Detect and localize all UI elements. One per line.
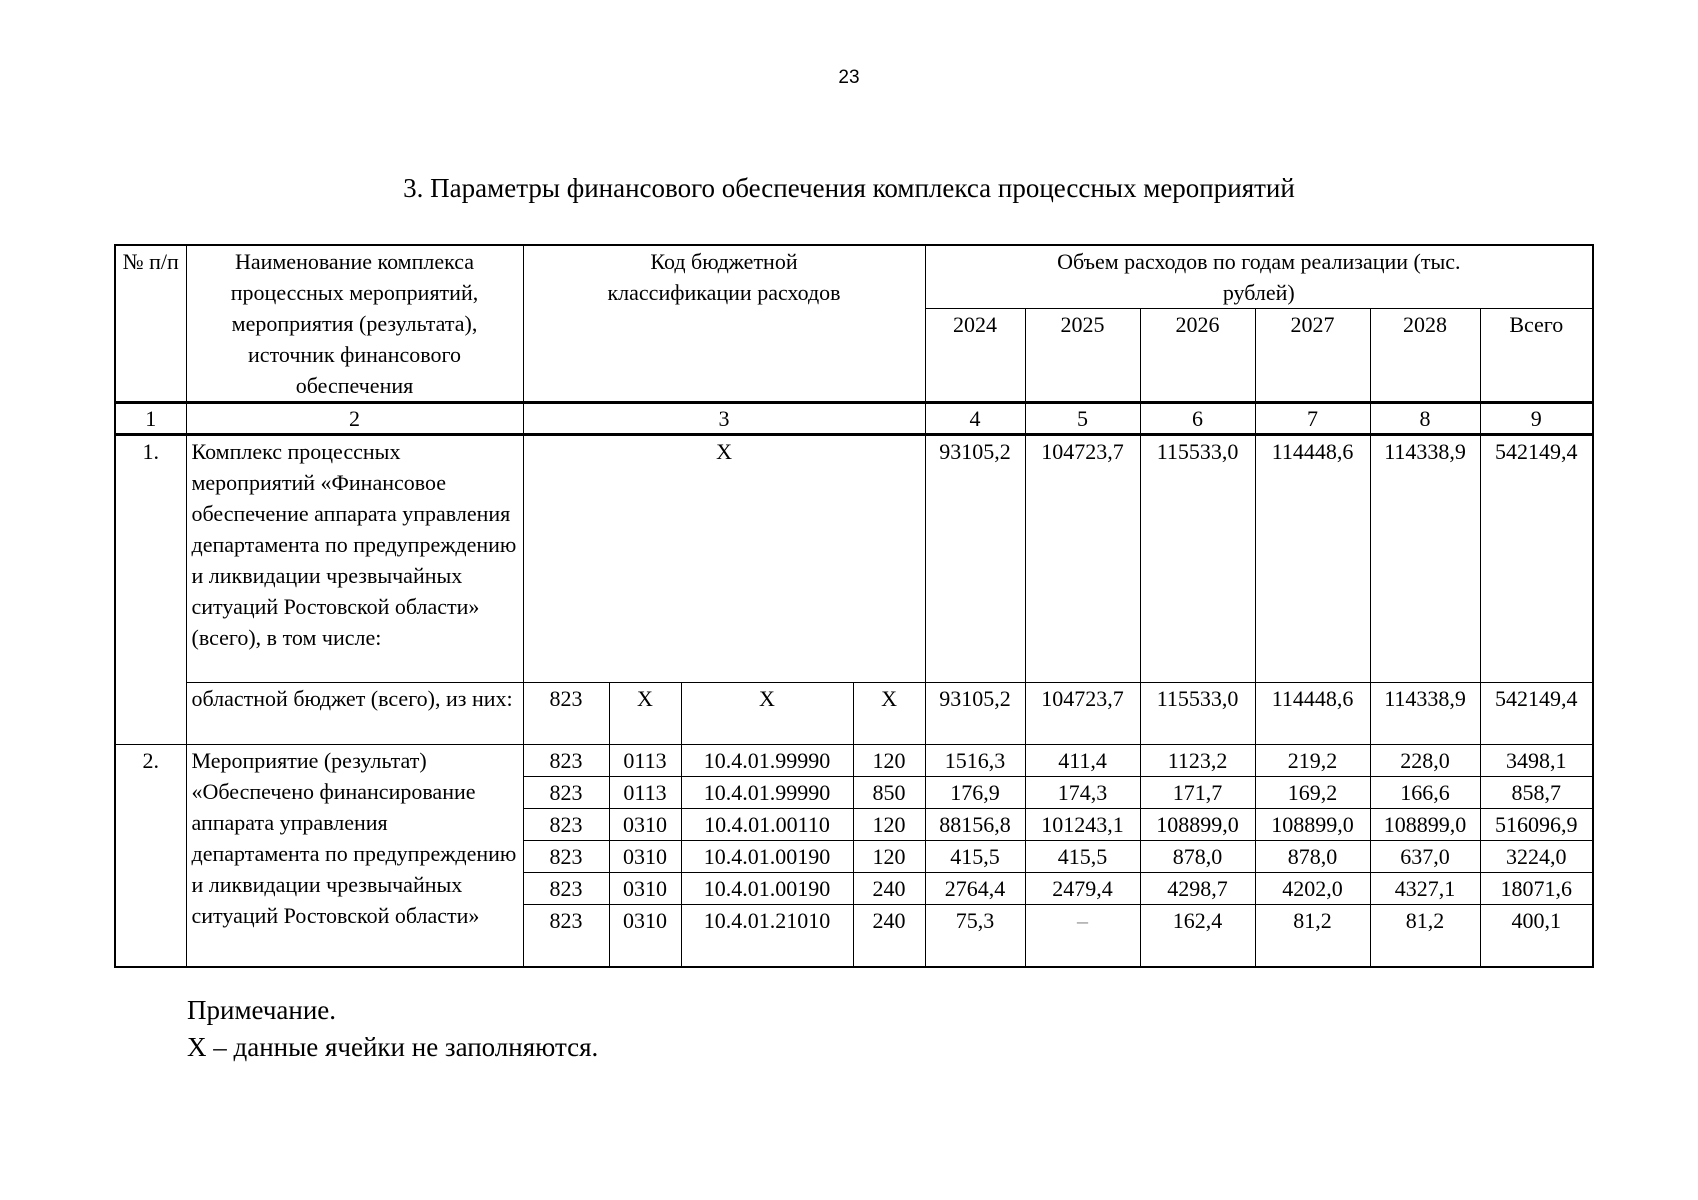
header-total: Всего xyxy=(1480,309,1593,403)
value-cell: 1123,2 xyxy=(1140,745,1255,777)
value-cell: 878,0 xyxy=(1140,841,1255,873)
code-cell: 850 xyxy=(853,777,925,809)
code-cell: 0310 xyxy=(609,809,681,841)
code-cell: 10.4.01.99990 xyxy=(681,777,853,809)
column-number: 2 xyxy=(186,403,523,435)
value-cell: 115533,0 xyxy=(1140,435,1255,683)
column-number: 4 xyxy=(925,403,1025,435)
code-cell: 823 xyxy=(523,745,609,777)
value-cell: 166,6 xyxy=(1370,777,1480,809)
value-cell: 400,1 xyxy=(1480,905,1593,967)
value-cell: 878,0 xyxy=(1255,841,1370,873)
header-year-2028: 2028 xyxy=(1370,309,1480,403)
value-cell: 171,7 xyxy=(1140,777,1255,809)
value-cell: 415,5 xyxy=(925,841,1025,873)
code-cell: 240 xyxy=(853,873,925,905)
code-cell: 823 xyxy=(523,777,609,809)
code-cell: 823 xyxy=(523,841,609,873)
note xyxy=(187,992,598,1066)
value-cell: 176,9 xyxy=(925,777,1025,809)
code-cell: 240 xyxy=(853,905,925,967)
header-year-2025: 2025 xyxy=(1025,309,1140,403)
complex-num: 1. xyxy=(115,435,186,745)
column-number: 1 xyxy=(115,403,186,435)
column-number: 8 xyxy=(1370,403,1480,435)
value-cell: 542149,4 xyxy=(1480,683,1593,745)
code-cell: 823 xyxy=(523,873,609,905)
header-volume: Объем расходов по годам реализации (тыс. рублей) xyxy=(925,245,1593,309)
activity-name: Мероприятие (результат) «Обеспечено финансирование аппарата управления департамента по предупреждению и ликвидации чрезвычайных ситуаций Ростовской области» xyxy=(186,745,523,967)
note-heading: Примечание. xyxy=(187,995,337,1025)
value-cell: 1516,3 xyxy=(925,745,1025,777)
value-cell: 114448,6 xyxy=(1255,683,1370,745)
code-cell: 10.4.01.99990 xyxy=(681,745,853,777)
value-cell: 542149,4 xyxy=(1480,435,1593,683)
value-cell: 81,2 xyxy=(1255,905,1370,967)
header-year-2027: 2027 xyxy=(1255,309,1370,403)
column-number: 6 xyxy=(1140,403,1255,435)
code-cell: 0310 xyxy=(609,841,681,873)
value-cell: 2479,4 xyxy=(1025,873,1140,905)
value-cell: 108899,0 xyxy=(1140,809,1255,841)
value-cell: 104723,7 xyxy=(1025,435,1140,683)
header-num: № п/п xyxy=(115,245,186,403)
value-cell: 88156,8 xyxy=(925,809,1025,841)
code-cell: 823 xyxy=(523,905,609,967)
code-cell: 120 xyxy=(853,841,925,873)
value-cell: 411,4 xyxy=(1025,745,1140,777)
complex-code: X xyxy=(523,435,925,683)
code-cell: X xyxy=(681,683,853,745)
value-cell: 114338,9 xyxy=(1370,435,1480,683)
code-cell: 0113 xyxy=(609,777,681,809)
value-cell: 101243,1 xyxy=(1025,809,1140,841)
code-cell: 0310 xyxy=(609,873,681,905)
complex-name: Комплекс процессных мероприятий «Финансовое обеспечение аппарата управления департамента по предупреждению и ликвидации чрезвычайных ситуаций Ростовской области» (всего), в том числе: xyxy=(186,435,523,683)
code-cell: 0310 xyxy=(609,905,681,967)
value-cell: 4202,0 xyxy=(1255,873,1370,905)
value-cell: 637,0 xyxy=(1370,841,1480,873)
page-number: 23 xyxy=(838,67,860,88)
column-number-row xyxy=(115,403,1593,435)
value-cell: 2764,4 xyxy=(925,873,1025,905)
column-number: 7 xyxy=(1255,403,1370,435)
code-cell: X xyxy=(609,683,681,745)
value-cell: 104723,7 xyxy=(1025,683,1140,745)
column-number: 9 xyxy=(1480,403,1593,435)
value-cell: 858,7 xyxy=(1480,777,1593,809)
financing-table xyxy=(114,244,1594,968)
value-cell: 114338,9 xyxy=(1370,683,1480,745)
header-year-2024: 2024 xyxy=(925,309,1025,403)
value-cell: 219,2 xyxy=(1255,745,1370,777)
header-code: Код бюджетной классификации расходов xyxy=(523,245,925,403)
code-cell: 823 xyxy=(523,809,609,841)
value-cell: 162,4 xyxy=(1140,905,1255,967)
code-cell: 10.4.01.00190 xyxy=(681,873,853,905)
code-cell: 120 xyxy=(853,809,925,841)
column-number: 5 xyxy=(1025,403,1140,435)
value-cell: 174,3 xyxy=(1025,777,1140,809)
value-cell: 3498,1 xyxy=(1480,745,1593,777)
code-cell: 10.4.01.21010 xyxy=(681,905,853,967)
value-cell: – xyxy=(1025,905,1140,967)
note-text: X – данные ячейки не заполняются. xyxy=(187,1032,599,1062)
value-cell: 228,0 xyxy=(1370,745,1480,777)
code-cell: 0113 xyxy=(609,745,681,777)
value-cell: 415,5 xyxy=(1025,841,1140,873)
section-title: 3. Параметры финансового обеспечения комплекса процессных мероприятий xyxy=(403,173,1295,203)
value-cell: 4298,7 xyxy=(1140,873,1255,905)
code-cell: 10.4.01.00190 xyxy=(681,841,853,873)
value-cell: 108899,0 xyxy=(1255,809,1370,841)
code-cell: 10.4.01.00110 xyxy=(681,809,853,841)
regional-budget-row xyxy=(115,683,1593,745)
activity-num: 2. xyxy=(115,745,186,967)
regional-budget-name: областной бюджет (всего), из них: xyxy=(186,683,523,745)
activity-row xyxy=(115,745,1593,777)
header-name: Наименование комплекса процессных мероприятий, мероприятия (результата), источник финансового обеспечения xyxy=(186,245,523,403)
column-number: 3 xyxy=(523,403,925,435)
value-cell: 93105,2 xyxy=(925,435,1025,683)
value-cell: 93105,2 xyxy=(925,683,1025,745)
value-cell: 114448,6 xyxy=(1255,435,1370,683)
value-cell: 4327,1 xyxy=(1370,873,1480,905)
value-cell: 516096,9 xyxy=(1480,809,1593,841)
complex-row xyxy=(115,435,1593,683)
code-cell: X xyxy=(853,683,925,745)
code-cell: 120 xyxy=(853,745,925,777)
value-cell: 81,2 xyxy=(1370,905,1480,967)
value-cell: 115533,0 xyxy=(1140,683,1255,745)
code-cell: 823 xyxy=(523,683,609,745)
value-cell: 3224,0 xyxy=(1480,841,1593,873)
value-cell: 18071,6 xyxy=(1480,873,1593,905)
header-year-2026: 2026 xyxy=(1140,309,1255,403)
value-cell: 108899,0 xyxy=(1370,809,1480,841)
value-cell: 75,3 xyxy=(925,905,1025,967)
value-cell: 169,2 xyxy=(1255,777,1370,809)
